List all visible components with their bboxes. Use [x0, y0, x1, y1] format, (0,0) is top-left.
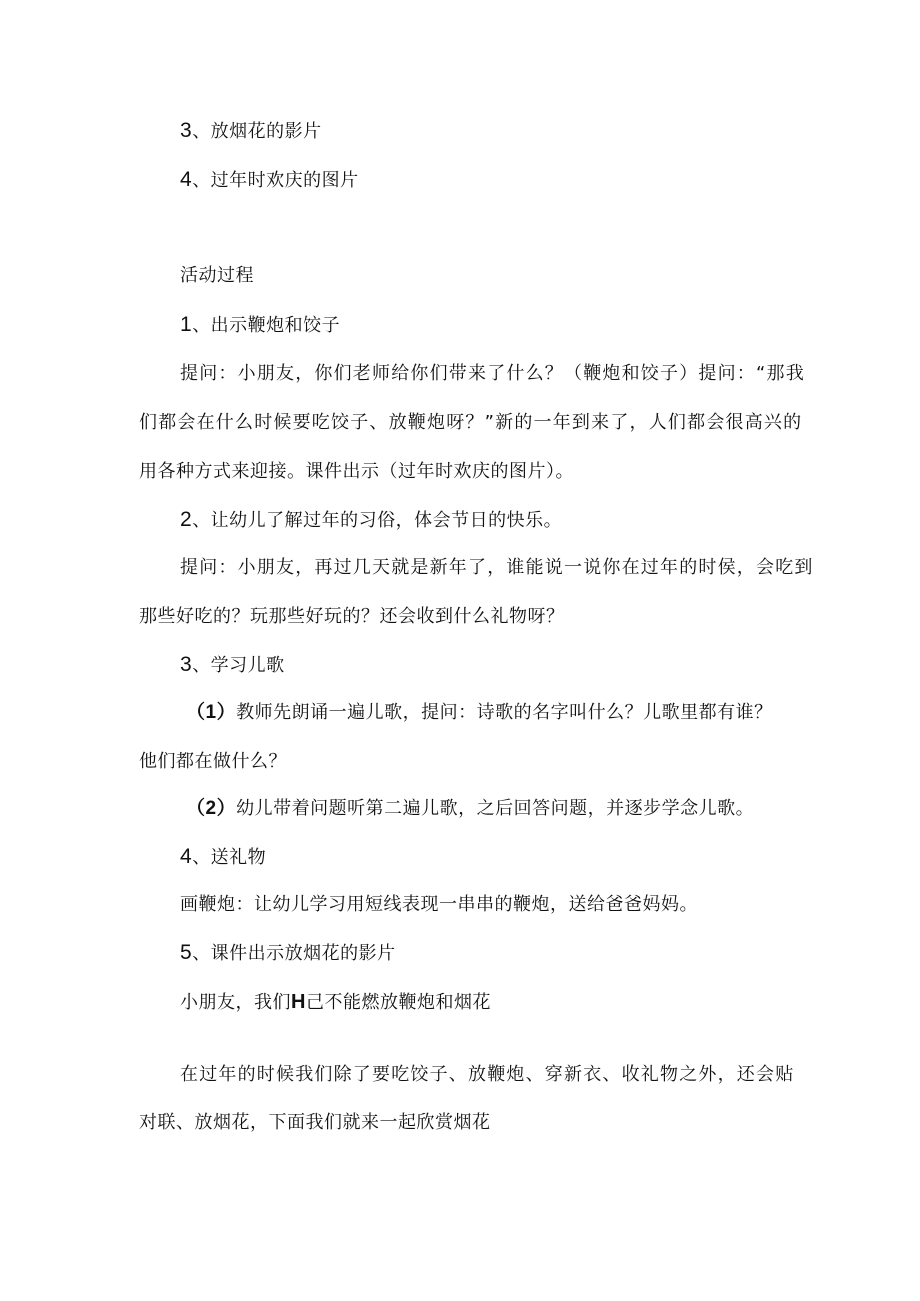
step-5-paragraph-1 [180, 990, 491, 1015]
prep-item-4-number: 4 [180, 168, 193, 191]
step-1-paragraph-line-3: 用各种方式来迎接。课件出示（过年时欢庆的图片）。 [139, 461, 574, 482]
step-5-paragraph-2-line-1: 在过年的时候我们除了要吃饺子、放鞭炮、穿新衣、收礼物之外，还会贴 [180, 1064, 795, 1085]
step-2-heading [180, 508, 562, 533]
step-3-sub-1-label: （1） [186, 702, 237, 723]
step-4-paragraph: 画鞭炮：让幼儿学习用短线表现一串串的鞭炮，送给爸爸妈妈。 [180, 894, 698, 915]
prep-item-3 [180, 119, 322, 144]
step-2-title: 、让幼儿了解过年的习俗，体会节日的快乐。 [192, 510, 563, 531]
step-5-paragraph-1-pre: 小朋友，我们 [180, 992, 291, 1013]
step-5-paragraph-1-post: 己不能燃放鞭炮和烟花 [305, 992, 491, 1013]
step-5-heading [180, 941, 396, 966]
prep-item-4 [180, 168, 359, 193]
step-5-paragraph-2-line-2: 对联、放烟花，下面我们就来一起欣赏烟花 [139, 1112, 491, 1133]
step-3-sub-1-line-1 [186, 701, 773, 725]
step-5-title: 、课件出示放烟花的影片 [192, 943, 396, 964]
step-2-number: 2 [180, 508, 193, 531]
section-heading: 活动过程 [180, 265, 254, 286]
prep-item-3-text: 、放烟花的影片 [192, 121, 322, 142]
step-1-number: 1 [180, 313, 193, 336]
step-5-paragraph-1-h: H [291, 991, 306, 1013]
step-3-number: 3 [180, 653, 193, 676]
step-5-number: 5 [180, 941, 193, 964]
step-3-sub-1-text: 教师先朗诵一遍儿歌，提问：诗歌的名字叫什么？儿歌里都有谁？ [236, 702, 773, 723]
step-3-sub-2 [186, 797, 754, 821]
prep-item-4-text: 、过年时欢庆的图片 [192, 170, 359, 191]
step-2-paragraph-line-1: 提问：小朋友，再过几天就是新年了，谁能说一说你在过年的时侯，会吃到 [180, 557, 814, 578]
step-4-number: 4 [180, 845, 193, 868]
prep-item-3-number: 3 [180, 119, 193, 142]
step-4-title: 、送礼物 [192, 847, 267, 868]
step-1-paragraph-line-2: 们都会在什么时候要吃饺子、放鞭炮呀？”新的一年到来了，人们都会很高兴的 [139, 412, 803, 433]
step-3-sub-1-line-2: 他们都在做什么？ [139, 751, 287, 772]
step-4-heading [180, 845, 266, 870]
step-2-paragraph-line-2: 那些好吃的？玩那些好玩的？还会收到什么礼物呀？ [139, 606, 565, 627]
step-1-paragraph-line-1: 提问：小朋友，你们老师给你们带来了什么？（鞭炮和饺子）提问：“那我 [180, 363, 805, 384]
step-3-sub-2-label: （2） [186, 798, 237, 819]
step-3-sub-2-text: 幼儿带着问题听第二遍儿歌，之后回答问题，并逐步学念儿歌。 [236, 798, 755, 819]
step-3-heading [180, 653, 285, 678]
step-3-title: 、学习儿歌 [192, 655, 285, 676]
step-1-title: 、出示鞭炮和饺子 [192, 315, 341, 336]
step-1-heading [180, 313, 340, 338]
